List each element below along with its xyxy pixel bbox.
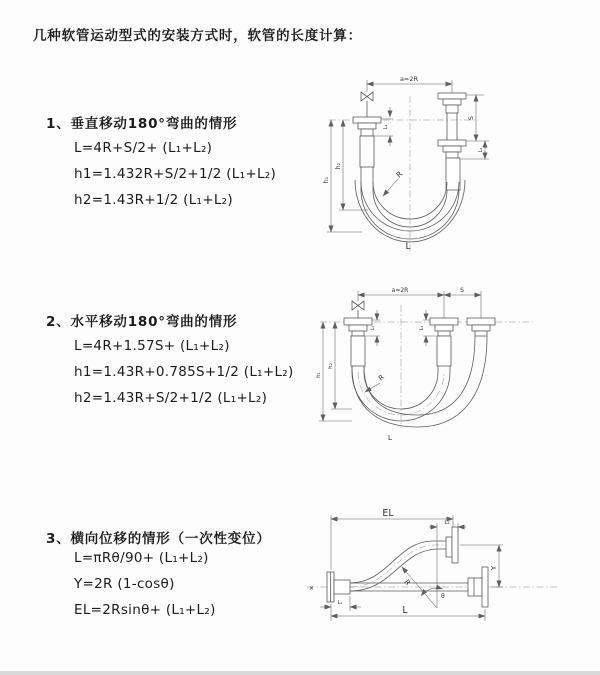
braid-section-left: [360, 136, 374, 167]
valve-icon: [352, 301, 364, 310]
radius-label: R: [376, 373, 386, 383]
right-flange-fitting-lower: [438, 140, 466, 158]
diagram-vertical-u-bend: [300, 70, 510, 255]
diagram-lateral-displacement: [300, 505, 565, 640]
dim-h1-label: h₁: [323, 176, 330, 184]
dim-s-label: S: [460, 287, 464, 294]
dim-l2-label: L₂: [444, 520, 450, 526]
section-3-heading: 3、横向位移的情形（一次性变位）: [46, 531, 271, 547]
dim-width-label: a=2R: [391, 287, 409, 294]
braid-section-middle: [437, 336, 451, 366]
diagram-horizontal-u-bend: [305, 283, 540, 458]
dim-l2-label: L₂: [478, 147, 484, 153]
valve-icon: [361, 92, 373, 101]
dim-s-label: S: [467, 115, 475, 121]
right-flange-fitting: [467, 318, 495, 336]
hose-assembly: [353, 92, 466, 242]
section-2-formula-h1: h1=1.43R+0.785S+1/2 (L₁+L₂): [74, 364, 294, 380]
dim-h2-label: h₂: [335, 162, 342, 170]
section-3-formula-y: Y=2R (1-cosθ): [74, 576, 175, 592]
section-2-heading: 2、水平移动180°弯曲的情形: [46, 314, 238, 330]
dim-y-label: Y: [490, 565, 498, 571]
right-flange-fitting-upper: [438, 93, 466, 113]
left-flange-fitting: [344, 318, 372, 336]
left-flange-fitting: [327, 572, 350, 602]
dimension-lines: [327, 80, 489, 232]
u-bend-arcs: [352, 336, 487, 427]
length-label: L: [388, 434, 392, 442]
middle-flange-fitting: [430, 318, 458, 336]
section-1-formula-h1: h1=1.432R+S/2+1/2 (L₁+L₂): [74, 166, 277, 182]
dim-h2-label: h₂: [328, 363, 334, 369]
lower-right-flange-fitting: [468, 567, 488, 607]
section-1-heading: 1、垂直移动180°弯曲的情形: [46, 116, 238, 132]
section-1-formula-l: L=4R+S/2+ (L₁+L₂): [74, 140, 213, 156]
dim-l-label: L: [402, 605, 408, 616]
angle-arc: [421, 588, 442, 596]
dim-l1-label: L₁: [337, 600, 343, 606]
dimension-lines: [320, 515, 503, 621]
dim-l2-label: L₂: [420, 325, 425, 331]
dim-l1-label: L₁: [371, 325, 376, 331]
dim-width-label: a=2R: [399, 75, 419, 83]
section-2-formula-l: L=4R+1.57S+ (L₁+L₂): [74, 338, 230, 354]
dim-el-label: EL: [382, 508, 394, 519]
centerline-mark: ✕: [309, 585, 315, 592]
radius-label: R: [394, 169, 405, 180]
length-label: L: [405, 242, 411, 252]
dim-l1-label: L₁: [383, 124, 389, 130]
braid-section-right: [446, 158, 460, 190]
angle-label: θ: [441, 593, 445, 600]
hose-assembly: [344, 301, 495, 427]
braid-section-left: [351, 336, 365, 366]
left-flange-fitting: [353, 117, 381, 136]
dimension-lines: [319, 291, 481, 421]
section-1-formula-h2: h2=1.43R+1/2 (L₁+L₂): [74, 192, 233, 208]
section-3-formula-l: L=πRθ/90+ (L₁+L₂): [74, 550, 209, 566]
radius-leader: [383, 179, 398, 196]
section-3-formula-el: EL=2Rsinθ+ (L₁+L₂): [74, 602, 216, 618]
hose-assembly: [327, 527, 488, 607]
radius-label: R: [402, 578, 412, 588]
dim-h1-label: h₁: [316, 372, 322, 378]
page-bottom-edge: [0, 671, 600, 675]
page-title: 几种软管运动型式的安装方式时，软管的长度计算：: [33, 28, 362, 44]
radius-line: [402, 567, 437, 608]
upper-right-flange-fitting: [446, 527, 458, 563]
section-2-formula-h2: h2=1.43R+S/2+1/2 (L₁+L₂): [74, 390, 268, 406]
displaced-hose: [350, 541, 446, 591]
